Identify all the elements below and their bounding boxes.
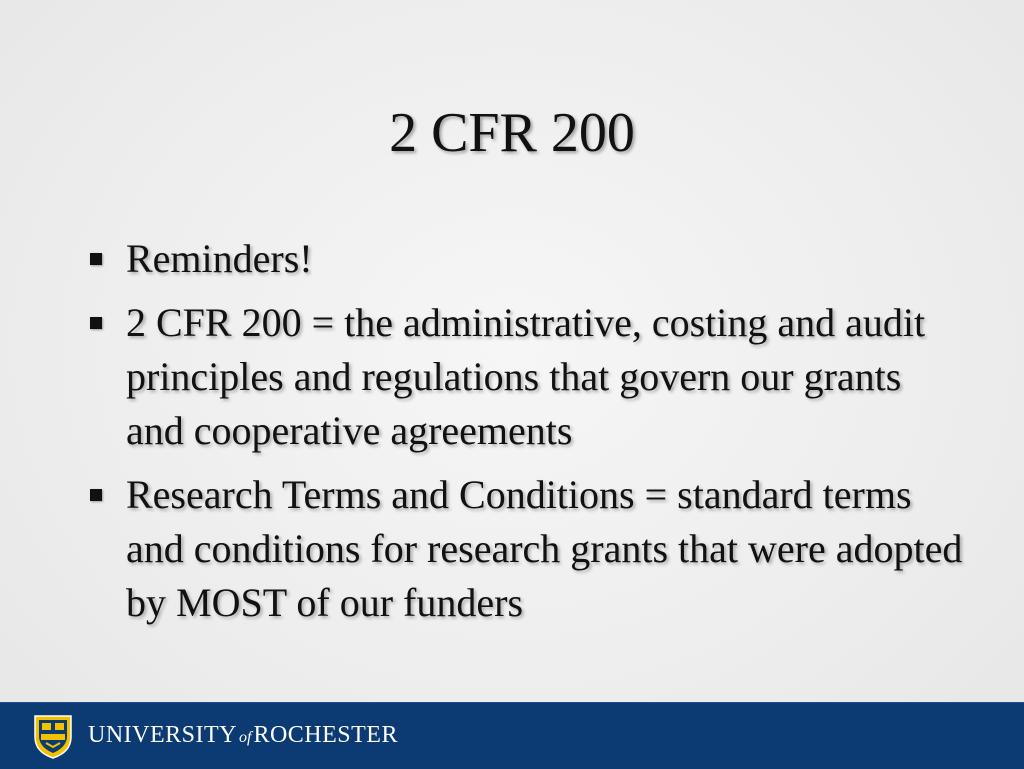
slide-title: 2 CFR 200 bbox=[389, 102, 635, 164]
bullet-text: Research Terms and Conditions = standard terms and conditions for research grants that were adopted by MOST of our funders bbox=[126, 472, 963, 625]
bullet-text: Reminders! bbox=[126, 236, 313, 281]
university-wordmark bbox=[88, 720, 398, 753]
square-bullet-icon bbox=[90, 489, 102, 501]
footer-bar bbox=[0, 702, 1024, 769]
square-bullet-icon bbox=[90, 317, 102, 329]
wordmark-of: of bbox=[239, 729, 252, 746]
wordmark-university: UNIVERSITY bbox=[88, 722, 237, 748]
bullet-text: 2 CFR 200 = the administrative, costing and audit principles and regulations that govern our grants and cooperative agreements bbox=[126, 300, 926, 453]
bullet-item bbox=[88, 232, 968, 286]
wordmark-rochester: ROCHESTER bbox=[253, 722, 398, 748]
square-bullet-icon bbox=[90, 253, 102, 265]
bullet-list bbox=[88, 232, 968, 640]
university-seal-icon bbox=[32, 713, 74, 759]
bullet-item bbox=[88, 468, 968, 630]
bullet-item bbox=[88, 296, 968, 458]
